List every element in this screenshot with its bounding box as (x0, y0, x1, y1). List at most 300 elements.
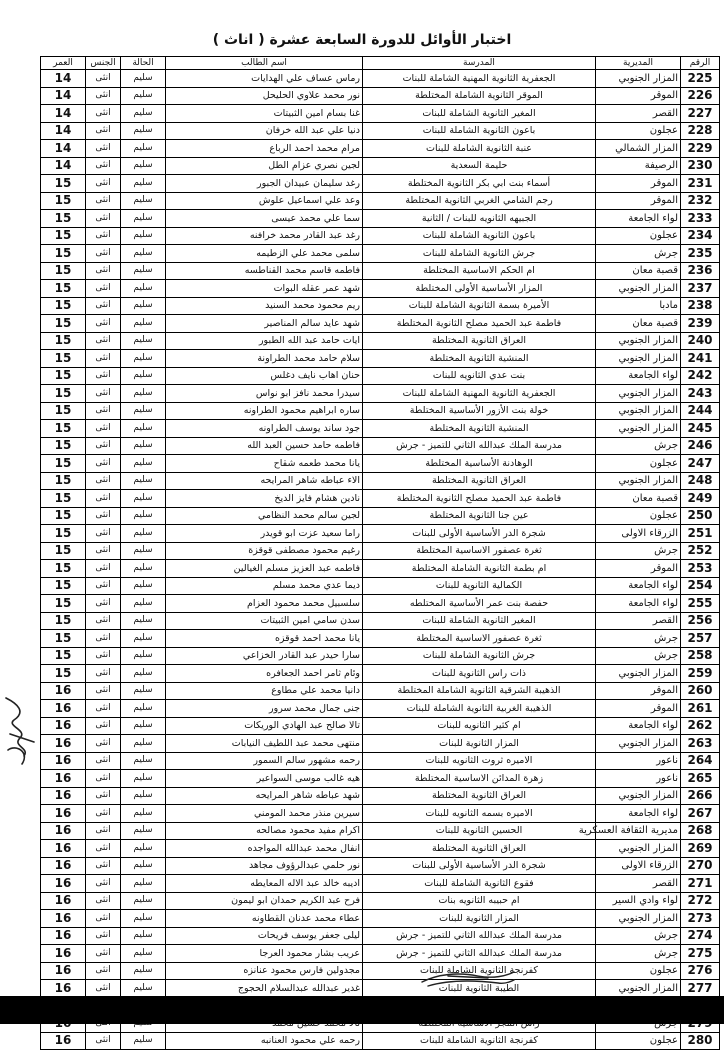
school-cell: المنشية الثانوية المختلطة (363, 420, 596, 438)
row-number: 242 (681, 367, 720, 385)
table-row (41, 787, 720, 805)
row-number: 276 (681, 962, 720, 980)
school-cell: الجعفرية الثانوية المهنية الشاملة للبنات (363, 385, 596, 403)
table-row (41, 175, 720, 193)
row-number: 239 (681, 315, 720, 333)
row-number: 241 (681, 350, 720, 368)
school-cell: المغير الثانوية الشاملة للبنات (363, 612, 596, 630)
table-row (41, 262, 720, 280)
gender-cell: انثى (86, 437, 121, 455)
age-cell: 14 (41, 87, 86, 105)
school-cell: زهرة المدائن الاساسية المختلطة (363, 770, 596, 788)
school-cell: ام كثير الثانويه للبنات (363, 717, 596, 735)
age-cell: 16 (41, 945, 86, 963)
directorate-cell: القصر (596, 612, 681, 630)
student-name-cell: لجين نصري عزام الطل (166, 157, 363, 175)
student-name-cell: شهد عايد سالم المناصير (166, 315, 363, 333)
gender-cell: انثى (86, 682, 121, 700)
gender-cell: انثى (86, 490, 121, 508)
school-cell: الذهيبة الغربية الثانوية الشاملة للبنات (363, 700, 596, 718)
row-number: 231 (681, 175, 720, 193)
age-cell: 15 (41, 630, 86, 648)
status-cell: سليم (121, 192, 166, 210)
student-name-cell: فرح عبد الكريم حمدان ابو ليمون (166, 892, 363, 910)
row-number: 264 (681, 752, 720, 770)
school-cell: شجرة الدر الأساسية الأولى للبنات (363, 525, 596, 543)
directorate-cell: مادبا (596, 297, 681, 315)
gender-cell: انثى (86, 210, 121, 228)
student-name-cell: حنان اهاب نايف دغلس (166, 367, 363, 385)
gender-cell: انثى (86, 297, 121, 315)
side-signature (0, 690, 40, 770)
directorate-cell: ناعور (596, 770, 681, 788)
table-row (41, 105, 720, 123)
student-name-cell: ريم محمود محمد السنيد (166, 297, 363, 315)
status-cell: سليم (121, 245, 166, 263)
table-row (41, 542, 720, 560)
age-cell: 14 (41, 70, 86, 88)
gender-cell: انثى (86, 560, 121, 578)
age-cell: 16 (41, 700, 86, 718)
gender-cell: انثى (86, 875, 121, 893)
table-row (41, 367, 720, 385)
row-number: 246 (681, 437, 720, 455)
school-cell: الموقر الثانوية الشاملة المختلطة (363, 87, 596, 105)
gender-cell: انثى (86, 525, 121, 543)
status-cell: سليم (121, 420, 166, 438)
student-name-cell: شهد عباطه شاهر المرايحه (166, 787, 363, 805)
student-name-cell: ساره ابراهيم محمود الطراونه (166, 402, 363, 420)
age-cell: 15 (41, 402, 86, 420)
age-cell: 15 (41, 472, 86, 490)
header-directorate: المديرية (596, 57, 681, 70)
gender-cell: انثى (86, 577, 121, 595)
directorate-cell: الموقر (596, 700, 681, 718)
school-cell: الأميرة بسمة الثانوية الشاملة للبنات (363, 297, 596, 315)
student-name-cell: جود ساند يوسف الطراونه (166, 420, 363, 438)
age-cell: 15 (41, 612, 86, 630)
gender-cell: انثى (86, 787, 121, 805)
school-cell: المزار الثانوية للبنات (363, 735, 596, 753)
student-name-cell: رغد سليمان عبيدان الجبور (166, 175, 363, 193)
status-cell: سليم (121, 682, 166, 700)
status-cell: سليم (121, 805, 166, 823)
table-row (41, 227, 720, 245)
table-row (41, 192, 720, 210)
status-cell: سليم (121, 175, 166, 193)
directorate-cell: القصر (596, 875, 681, 893)
age-cell: 16 (41, 875, 86, 893)
gender-cell: انثى (86, 612, 121, 630)
student-name-cell: ديما عدي محمد مسلم (166, 577, 363, 595)
student-name-cell: نادين هشام فايز الديخ (166, 490, 363, 508)
student-name-cell: رغد عبد القادر محمد خرافنه (166, 227, 363, 245)
gender-cell: انثى (86, 472, 121, 490)
gender-cell: انثى (86, 595, 121, 613)
row-number: 230 (681, 157, 720, 175)
table-row (41, 385, 720, 403)
age-cell: 16 (41, 735, 86, 753)
student-name-cell: سلمى محمد علي الزطيمه (166, 245, 363, 263)
gender-cell: انثى (86, 507, 121, 525)
table-row (41, 647, 720, 665)
row-number: 274 (681, 927, 720, 945)
status-cell: سليم (121, 87, 166, 105)
table-row (41, 315, 720, 333)
row-number: 228 (681, 122, 720, 140)
page-title: اختبار الأوائل للدورة السابعة عشرة ( اناث ) (212, 32, 512, 48)
student-name-cell: فاطمه قاسم محمد القناطسه (166, 262, 363, 280)
table-row (41, 752, 720, 770)
scan-bottom-edge (0, 996, 724, 1024)
status-cell: سليم (121, 892, 166, 910)
student-name-cell: يانا محمد طعمه شقاح (166, 455, 363, 473)
row-number: 258 (681, 647, 720, 665)
school-cell: شجرة الدر الأساسية الأولى للبنات (363, 857, 596, 875)
gender-cell: انثى (86, 630, 121, 648)
row-number: 252 (681, 542, 720, 560)
student-name-cell: رحمه علي محمود العنانبه (166, 1032, 363, 1050)
header-status: الحالة (121, 57, 166, 70)
gender-cell: انثى (86, 192, 121, 210)
directorate-cell: لواء الجامعة (596, 805, 681, 823)
table-row (41, 245, 720, 263)
directorate-cell: عجلون (596, 1032, 681, 1050)
status-cell: سليم (121, 980, 166, 998)
directorate-cell: المزار الجنوبي (596, 70, 681, 88)
directorate-cell: جرش (596, 945, 681, 963)
student-name-cell: ليلى جعفر يوسف فريحات (166, 927, 363, 945)
directorate-cell: جرش (596, 245, 681, 263)
age-cell: 15 (41, 560, 86, 578)
table-row (41, 490, 720, 508)
gender-cell: انثى (86, 245, 121, 263)
table-row (41, 927, 720, 945)
table-row (41, 507, 720, 525)
table-body (41, 70, 720, 1050)
status-cell: سليم (121, 910, 166, 928)
table-row (41, 700, 720, 718)
table-row (41, 805, 720, 823)
row-number: 250 (681, 507, 720, 525)
status-cell: سليم (121, 297, 166, 315)
row-number: 244 (681, 402, 720, 420)
directorate-cell: قصبة معان (596, 262, 681, 280)
student-name-cell: انفال محمد عبدالله المواجده (166, 840, 363, 858)
gender-cell: انثى (86, 840, 121, 858)
status-cell: سليم (121, 542, 166, 560)
student-name-cell: مرام محمد احمد الرباع (166, 140, 363, 158)
age-cell: 14 (41, 157, 86, 175)
row-number: 272 (681, 892, 720, 910)
status-cell: سليم (121, 472, 166, 490)
row-number: 275 (681, 945, 720, 963)
directorate-cell: المزار الجنوبي (596, 840, 681, 858)
age-cell: 15 (41, 315, 86, 333)
status-cell: سليم (121, 752, 166, 770)
row-number: 232 (681, 192, 720, 210)
table-row (41, 980, 720, 998)
status-cell: سليم (121, 332, 166, 350)
gender-cell: انثى (86, 770, 121, 788)
gender-cell: انثى (86, 175, 121, 193)
school-cell: خولة بنت الأزور الأساسية المختلطة (363, 402, 596, 420)
gender-cell: انثى (86, 420, 121, 438)
table-row (41, 735, 720, 753)
directorate-cell: قصبة معان (596, 315, 681, 333)
table-row (41, 332, 720, 350)
student-name-cell: ايات حامد عبد الله الطبور (166, 332, 363, 350)
school-cell: جرش الثانوية الشاملة للبنات (363, 245, 596, 263)
gender-cell: انثى (86, 927, 121, 945)
school-cell: المزار الثانوية للبنات (363, 910, 596, 928)
status-cell: سليم (121, 787, 166, 805)
row-number: 253 (681, 560, 720, 578)
row-number: 273 (681, 910, 720, 928)
row-number: 262 (681, 717, 720, 735)
age-cell: 16 (41, 717, 86, 735)
student-name-cell: منتهى محمد عبد اللطيف النيابات (166, 735, 363, 753)
status-cell: سليم (121, 210, 166, 228)
age-cell: 15 (41, 350, 86, 368)
age-cell: 16 (41, 822, 86, 840)
school-cell: العراق الثانوية المختلطة (363, 472, 596, 490)
directorate-cell: عجلون (596, 122, 681, 140)
directorate-cell: جرش (596, 647, 681, 665)
directorate-cell: لواء الجامعة (596, 367, 681, 385)
status-cell: سليم (121, 490, 166, 508)
school-cell: ام حبيبه الثانويه بنات (363, 892, 596, 910)
gender-cell: انثى (86, 945, 121, 963)
age-cell: 16 (41, 787, 86, 805)
gender-cell: انثى (86, 315, 121, 333)
row-number: 245 (681, 420, 720, 438)
status-cell: سليم (121, 717, 166, 735)
table-row (41, 210, 720, 228)
gender-cell: انثى (86, 980, 121, 998)
age-cell: 15 (41, 227, 86, 245)
gender-cell: انثى (86, 647, 121, 665)
age-cell: 16 (41, 682, 86, 700)
age-cell: 15 (41, 192, 86, 210)
gender-cell: انثى (86, 857, 121, 875)
row-number: 268 (681, 822, 720, 840)
age-cell: 15 (41, 175, 86, 193)
student-name-cell: نور محمد علاوي الحليحل (166, 87, 363, 105)
student-name-cell: عطاء محمد عدنان القطاونه (166, 910, 363, 928)
age-cell: 15 (41, 262, 86, 280)
directorate-cell: المزار الجنوبي (596, 910, 681, 928)
directorate-cell: المزار الجنوبي (596, 350, 681, 368)
age-cell: 15 (41, 297, 86, 315)
age-cell: 15 (41, 665, 86, 683)
student-name-cell: جنى جمال محمد سرور (166, 700, 363, 718)
row-number: 260 (681, 682, 720, 700)
directorate-cell: المزار الجنوبي (596, 980, 681, 998)
table-row (41, 840, 720, 858)
status-cell: سليم (121, 875, 166, 893)
table-row (41, 70, 720, 88)
student-name-cell: عريب بشار محمود العرجا (166, 945, 363, 963)
status-cell: سليم (121, 665, 166, 683)
directorate-cell: جرش (596, 927, 681, 945)
student-name-cell: رغيم محمود مصطفى قوقزة (166, 542, 363, 560)
table-row (41, 945, 720, 963)
status-cell: سليم (121, 437, 166, 455)
row-number: 280 (681, 1032, 720, 1050)
directorate-cell: الموقر (596, 192, 681, 210)
age-cell: 15 (41, 437, 86, 455)
directorate-cell: ناعور (596, 752, 681, 770)
directorate-cell: المزار الجنوبي (596, 280, 681, 298)
student-name-cell: دانيا محمد علي مطاوع (166, 682, 363, 700)
student-name-cell: فاطمه عبد العزيز مسلم الغيالين (166, 560, 363, 578)
status-cell: سليم (121, 822, 166, 840)
school-cell: مدرسة الملك عبدالله الثاني للتميز - جرش (363, 945, 596, 963)
gender-cell: انثى (86, 332, 121, 350)
student-name-cell: سلام حامد محمد الطراونة (166, 350, 363, 368)
directorate-cell: لواء الجامعة (596, 210, 681, 228)
age-cell: 16 (41, 892, 86, 910)
gender-cell: انثى (86, 262, 121, 280)
status-cell: سليم (121, 315, 166, 333)
student-name-cell: سما علي محمد عيسى (166, 210, 363, 228)
status-cell: سليم (121, 455, 166, 473)
status-cell: سليم (121, 770, 166, 788)
school-cell: عنبة الثانوية الشاملة للبنات (363, 140, 596, 158)
directorate-cell: الموقر (596, 560, 681, 578)
student-name-cell: سيدرا محمد نافز ابو نواس (166, 385, 363, 403)
school-cell: أسماء بنت ابي بكر الثانوية المختلطة (363, 175, 596, 193)
directorate-cell: الموقر (596, 175, 681, 193)
row-number: 237 (681, 280, 720, 298)
table-row (41, 910, 720, 928)
status-cell: سليم (121, 630, 166, 648)
status-cell: سليم (121, 367, 166, 385)
status-cell: سليم (121, 1032, 166, 1050)
school-cell: الجعفرية الثانوية المهنية الشاملة للبنات (363, 70, 596, 88)
gender-cell: انثى (86, 350, 121, 368)
table-row (41, 157, 720, 175)
bottom-signature (418, 966, 518, 992)
school-cell: الوهادنة الأساسية المختلطة (363, 455, 596, 473)
table-row (41, 140, 720, 158)
status-cell: سليم (121, 612, 166, 630)
age-cell: 14 (41, 122, 86, 140)
status-cell: سليم (121, 157, 166, 175)
age-cell: 16 (41, 752, 86, 770)
gender-cell: انثى (86, 752, 121, 770)
student-name-cell: نور حلمي عبدالرؤوف مجاهد (166, 857, 363, 875)
age-cell: 15 (41, 332, 86, 350)
table-row (41, 612, 720, 630)
directorate-cell: المزار الجنوبي (596, 385, 681, 403)
gender-cell: انثى (86, 1032, 121, 1050)
student-name-cell: وئام ثامر احمد الجعافره (166, 665, 363, 683)
gender-cell: انثى (86, 665, 121, 683)
row-number: 249 (681, 490, 720, 508)
directorate-cell: جرش (596, 630, 681, 648)
status-cell: سليم (121, 262, 166, 280)
directorate-cell: الزرقاء الاولى (596, 525, 681, 543)
status-cell: سليم (121, 402, 166, 420)
student-name-cell: سدن سامي امين الثبيتات (166, 612, 363, 630)
age-cell: 16 (41, 927, 86, 945)
school-cell: باعون الثانوية الشاملة للبنات (363, 227, 596, 245)
table-row (41, 560, 720, 578)
student-name-cell: اديبه خالد عبد الاله المعايطه (166, 875, 363, 893)
directorate-cell: الرصيفة (596, 157, 681, 175)
gender-cell: انثى (86, 402, 121, 420)
student-name-cell: هيه غالب موسى السواعير (166, 770, 363, 788)
student-name-cell: غنا بسام امين الثبيتات (166, 105, 363, 123)
directorate-cell: المزار الجنوبي (596, 787, 681, 805)
row-number: 225 (681, 70, 720, 88)
table-row (41, 665, 720, 683)
directorate-cell: المزار الجنوبي (596, 420, 681, 438)
gender-cell: انثى (86, 717, 121, 735)
row-number: 254 (681, 577, 720, 595)
status-cell: سليم (121, 560, 166, 578)
school-cell: العراق الثانوية المختلطة (363, 332, 596, 350)
school-cell: المزار الأساسية الأولى المختلطة (363, 280, 596, 298)
gender-cell: انثى (86, 910, 121, 928)
status-cell: سليم (121, 840, 166, 858)
row-number: 255 (681, 595, 720, 613)
age-cell: 15 (41, 245, 86, 263)
school-cell: ذات راس الثانوية للبنات (363, 665, 596, 683)
table-row (41, 437, 720, 455)
status-cell: سليم (121, 280, 166, 298)
directorate-cell: القصر (596, 105, 681, 123)
header-num: الرقم (681, 57, 720, 70)
school-cell: ام الحكم الاساسية المختلطة (363, 262, 596, 280)
status-cell: سليم (121, 105, 166, 123)
header-student-name: اسم الطالب (166, 57, 363, 70)
header-school: المدرسة (363, 57, 596, 70)
student-name-cell: رحمه مشهور سالم السمور (166, 752, 363, 770)
status-cell: سليم (121, 227, 166, 245)
table-row (41, 857, 720, 875)
row-number: 226 (681, 87, 720, 105)
school-cell: مدرسة الملك عبدالله الثاني للتميز - جرش (363, 437, 596, 455)
gender-cell: انثى (86, 140, 121, 158)
table-row (41, 962, 720, 980)
age-cell: 15 (41, 507, 86, 525)
row-number: 257 (681, 630, 720, 648)
school-cell: فقوع الثانوية الشاملة للبنات (363, 875, 596, 893)
status-cell: سليم (121, 577, 166, 595)
school-cell: ام بطمة الثانوية الشاملة المختلطة (363, 560, 596, 578)
status-cell: سليم (121, 350, 166, 368)
student-name-cell: سارا حيدر عبد القادر الخزاعي (166, 647, 363, 665)
school-cell: كفرنجة الثانوية الشاملة للبنات (363, 1032, 596, 1050)
directorate-cell: الزرقاء الاولى (596, 857, 681, 875)
gender-cell: انثى (86, 70, 121, 88)
row-number: 240 (681, 332, 720, 350)
header-row (41, 57, 720, 70)
row-number: 261 (681, 700, 720, 718)
row-number: 233 (681, 210, 720, 228)
student-name-cell: الاء عباطه شاهر المرايحه (166, 472, 363, 490)
gender-cell: انثى (86, 385, 121, 403)
status-cell: سليم (121, 945, 166, 963)
row-number: 243 (681, 385, 720, 403)
age-cell: 15 (41, 455, 86, 473)
student-name-cell: دنيا علي عبد الله خرفان (166, 122, 363, 140)
table-row (41, 1032, 720, 1050)
age-cell: 15 (41, 280, 86, 298)
